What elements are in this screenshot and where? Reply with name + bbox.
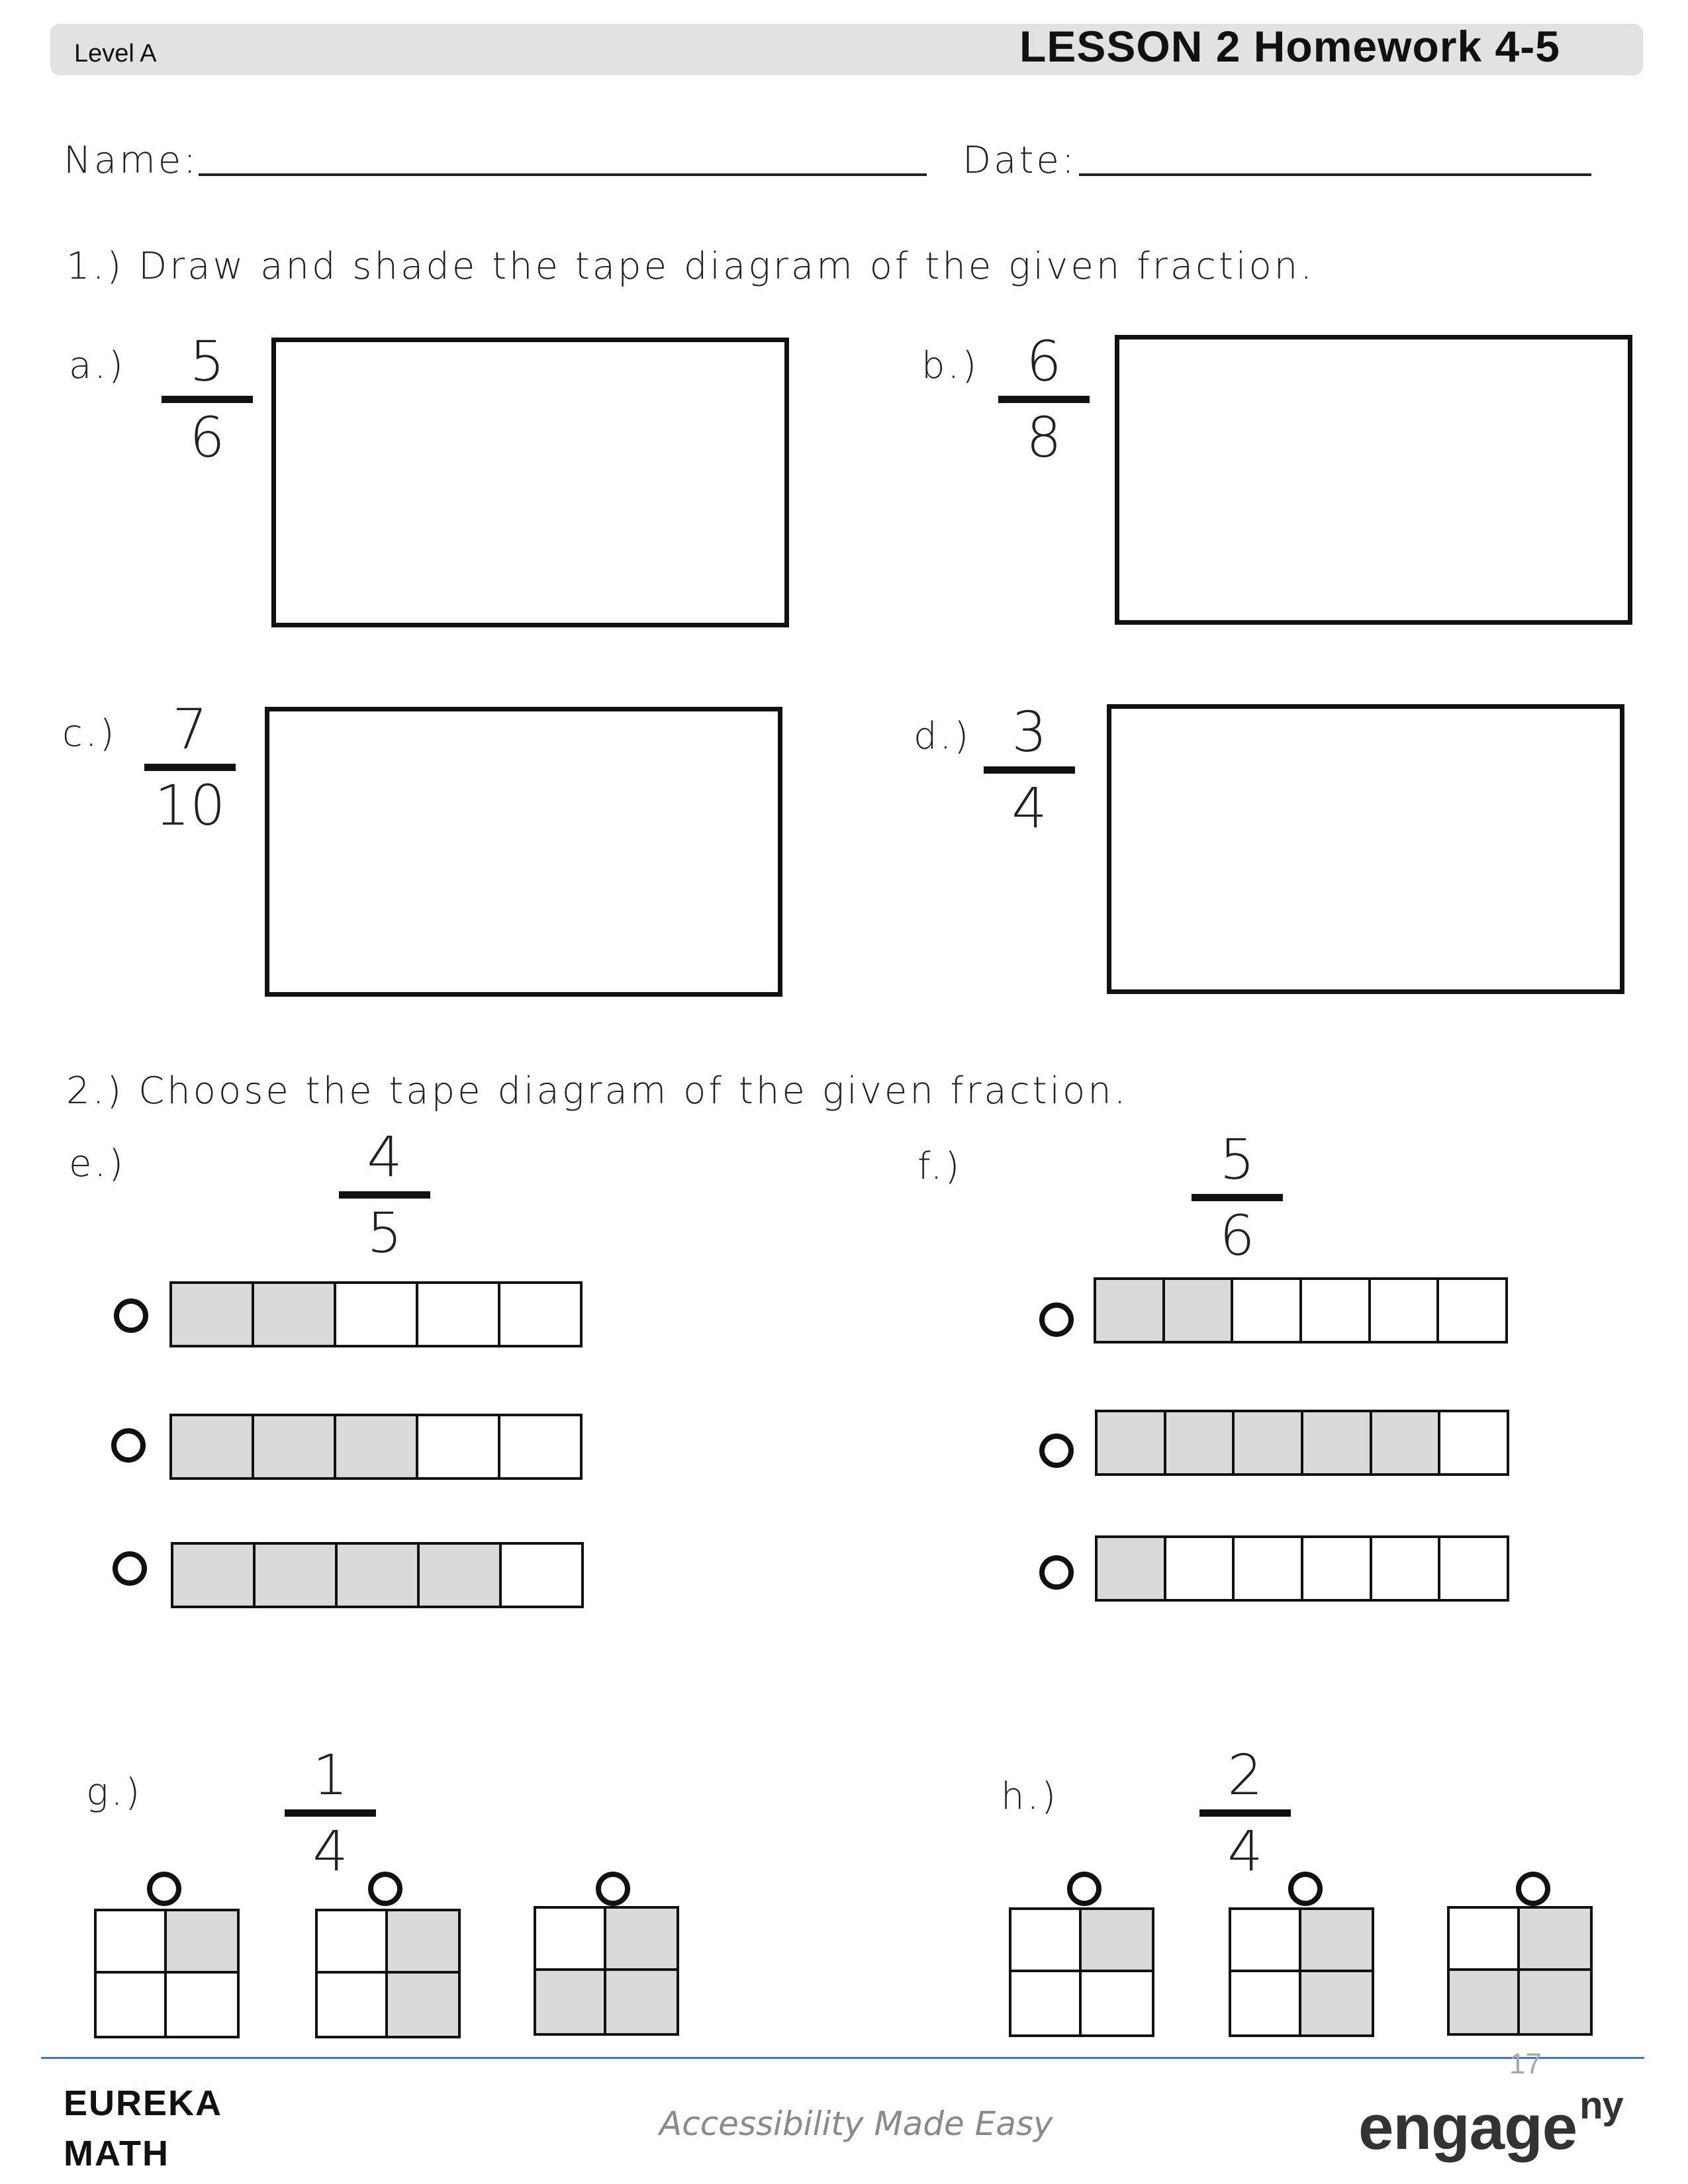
fraction-bar [1192,1194,1283,1201]
fraction-bar [339,1191,430,1199]
tape-cell [418,1416,500,1477]
radio-f-1[interactable] [1039,1302,1074,1337]
square-quadrant [1450,1971,1520,2033]
square-quadrant [606,1909,677,1971]
fraction-a-denominator: 6 [189,405,225,470]
tape-cell [1372,1412,1441,1473]
square-quadrant [1011,1910,1082,1972]
logo-text: engage [1358,2092,1577,2163]
fraction-e-denominator: 5 [367,1201,402,1265]
radio-g-2[interactable] [368,1872,402,1906]
brand-line-1: EUREKA [64,2083,223,2123]
section1-instruction: 1.) Draw and shade the tape diagram of the given fraction. [66,245,1315,288]
tape-cell [1303,1412,1372,1473]
problem-e-label: e.) [69,1142,126,1185]
tape-cell [1166,1538,1235,1599]
tape-cell [338,1545,420,1606]
fraction-g-denominator: 4 [312,1819,348,1884]
fraction-a-numerator: 5 [189,329,225,394]
square-quadrant [1520,1971,1590,2033]
square-g-1[interactable] [94,1909,240,2038]
date-label: Date: [962,139,1077,182]
fraction-c-numerator: 7 [172,697,208,762]
fraction-e-numerator: 4 [367,1124,402,1189]
tape-f-2[interactable] [1095,1410,1509,1476]
square-quadrant [167,1974,237,2036]
tape-cell [172,1284,254,1345]
eureka-math-logo [64,2078,222,2179]
fraction-e [339,1126,430,1263]
tape-cell [1096,1280,1165,1341]
drawing-box-d[interactable] [1107,704,1624,994]
square-quadrant [536,1909,606,1971]
tape-cell [1372,1538,1441,1599]
fraction-f-numerator: 5 [1219,1127,1255,1192]
fraction-bar [285,1809,376,1817]
engageny-logo [1358,2083,1623,2164]
name-field[interactable] [199,173,927,176]
square-h-1[interactable] [1009,1907,1154,2037]
drawing-box-b[interactable] [1115,335,1632,625]
square-quadrant [1231,1972,1301,2034]
fraction-c [144,699,236,836]
fraction-d-denominator: 4 [1011,776,1047,841]
tape-cell [336,1416,418,1477]
tape-cell [254,1416,336,1477]
radio-h-1[interactable] [1067,1872,1102,1906]
tape-cell [1235,1412,1303,1473]
problem-a-label: a.) [69,344,126,387]
radio-f-2[interactable] [1039,1433,1074,1468]
tape-e-2[interactable] [169,1414,583,1480]
tape-cell [1233,1280,1302,1341]
radio-h-3[interactable] [1516,1872,1550,1906]
tape-e-1[interactable] [169,1281,583,1347]
tape-e-3[interactable] [171,1542,584,1608]
tagline: Accessibility Made Easy [659,2105,1053,2143]
radio-e-1[interactable] [114,1298,148,1333]
name-label: Name: [64,139,199,182]
square-quadrant [536,1971,606,2033]
square-h-3[interactable] [1447,1906,1593,2036]
tape-cell [500,1416,580,1477]
square-quadrant [606,1971,677,2033]
fraction-f [1192,1129,1283,1266]
fraction-g [285,1745,376,1882]
tape-cell [1371,1280,1440,1341]
fraction-b [998,331,1090,468]
radio-e-2[interactable] [111,1428,146,1463]
square-g-3[interactable] [534,1906,679,2036]
section2-instruction: 2.) Choose the tape diagram of the given fraction. [66,1069,1129,1113]
tape-cell [173,1545,256,1606]
square-quadrant [97,1974,167,2036]
tape-cell [1303,1538,1372,1599]
square-quadrant [388,1974,458,2036]
date-field[interactable] [1079,173,1591,176]
fraction-d [984,702,1075,839]
logo-superscript: ny [1579,2084,1623,2127]
square-quadrant [1520,1909,1590,1971]
tape-cell [256,1545,338,1606]
problem-g-label: g.) [86,1771,143,1814]
fraction-bar [144,764,236,771]
brand-line-2: MATH [64,2134,169,2173]
fraction-b-denominator: 8 [1026,405,1062,470]
problem-b-label: b.) [921,344,980,387]
square-quadrant [1082,1910,1152,1972]
fraction-bar [1199,1809,1291,1817]
tape-cell [420,1545,502,1606]
radio-g-3[interactable] [596,1872,630,1906]
fraction-bar [162,396,253,403]
tape-cell [1166,1412,1235,1473]
tape-cell [1235,1538,1303,1599]
level-label: Level A [74,40,157,68]
fraction-d-numerator: 3 [1011,700,1047,764]
fraction-bar [984,766,1075,774]
tape-cell [1440,1538,1507,1599]
tape-cell [1440,1412,1507,1473]
square-g-2[interactable] [315,1909,461,2038]
square-quadrant [1301,1910,1372,1972]
tape-cell [1302,1280,1371,1341]
tape-cell [1098,1412,1166,1473]
fraction-f-denominator: 6 [1219,1203,1255,1268]
fraction-bar [998,396,1090,403]
tape-cell [418,1284,500,1345]
problem-f-label: f.) [917,1145,962,1188]
tape-cell [502,1545,581,1606]
square-quadrant [167,1911,237,1974]
tape-cell [500,1284,580,1345]
radio-f-3[interactable] [1039,1555,1074,1590]
tape-cell [254,1284,336,1345]
tape-cell [336,1284,418,1345]
square-quadrant [1301,1972,1372,2034]
tape-f-1[interactable] [1094,1277,1508,1343]
problem-h-label: h.) [1001,1775,1059,1818]
square-quadrant [1011,1972,1082,2034]
fraction-b-numerator: 6 [1026,329,1062,394]
drawing-box-c[interactable] [265,707,782,997]
tape-cell [1439,1280,1505,1341]
fraction-h-denominator: 4 [1227,1819,1263,1884]
fraction-g-numerator: 1 [312,1743,348,1807]
footer-rule [41,2057,1644,2059]
tape-cell [1165,1280,1234,1341]
square-quadrant [318,1974,388,2036]
square-quadrant [388,1911,458,1974]
problem-d-label: d.) [914,715,972,758]
square-quadrant [97,1911,167,1974]
fraction-c-denominator: 10 [154,773,226,838]
radio-e-3[interactable] [113,1551,147,1586]
square-quadrant [1231,1910,1301,1972]
square-h-2[interactable] [1229,1907,1374,2037]
tape-cell [172,1416,254,1477]
lesson-title: LESSON 2 Homework 4-5 [1019,22,1560,71]
fraction-a [162,331,253,468]
problem-c-label: c.) [62,712,117,755]
fraction-h [1199,1745,1291,1882]
radio-h-2[interactable] [1288,1872,1323,1906]
page-number: 17 [1509,2048,1542,2080]
square-quadrant [1082,1972,1152,2034]
square-quadrant [1450,1909,1520,1971]
radio-g-1[interactable] [147,1872,181,1906]
fraction-h-numerator: 2 [1227,1743,1263,1807]
tape-f-3[interactable] [1095,1535,1509,1602]
square-quadrant [318,1911,388,1974]
drawing-box-a[interactable] [271,338,789,627]
tape-cell [1098,1538,1166,1599]
